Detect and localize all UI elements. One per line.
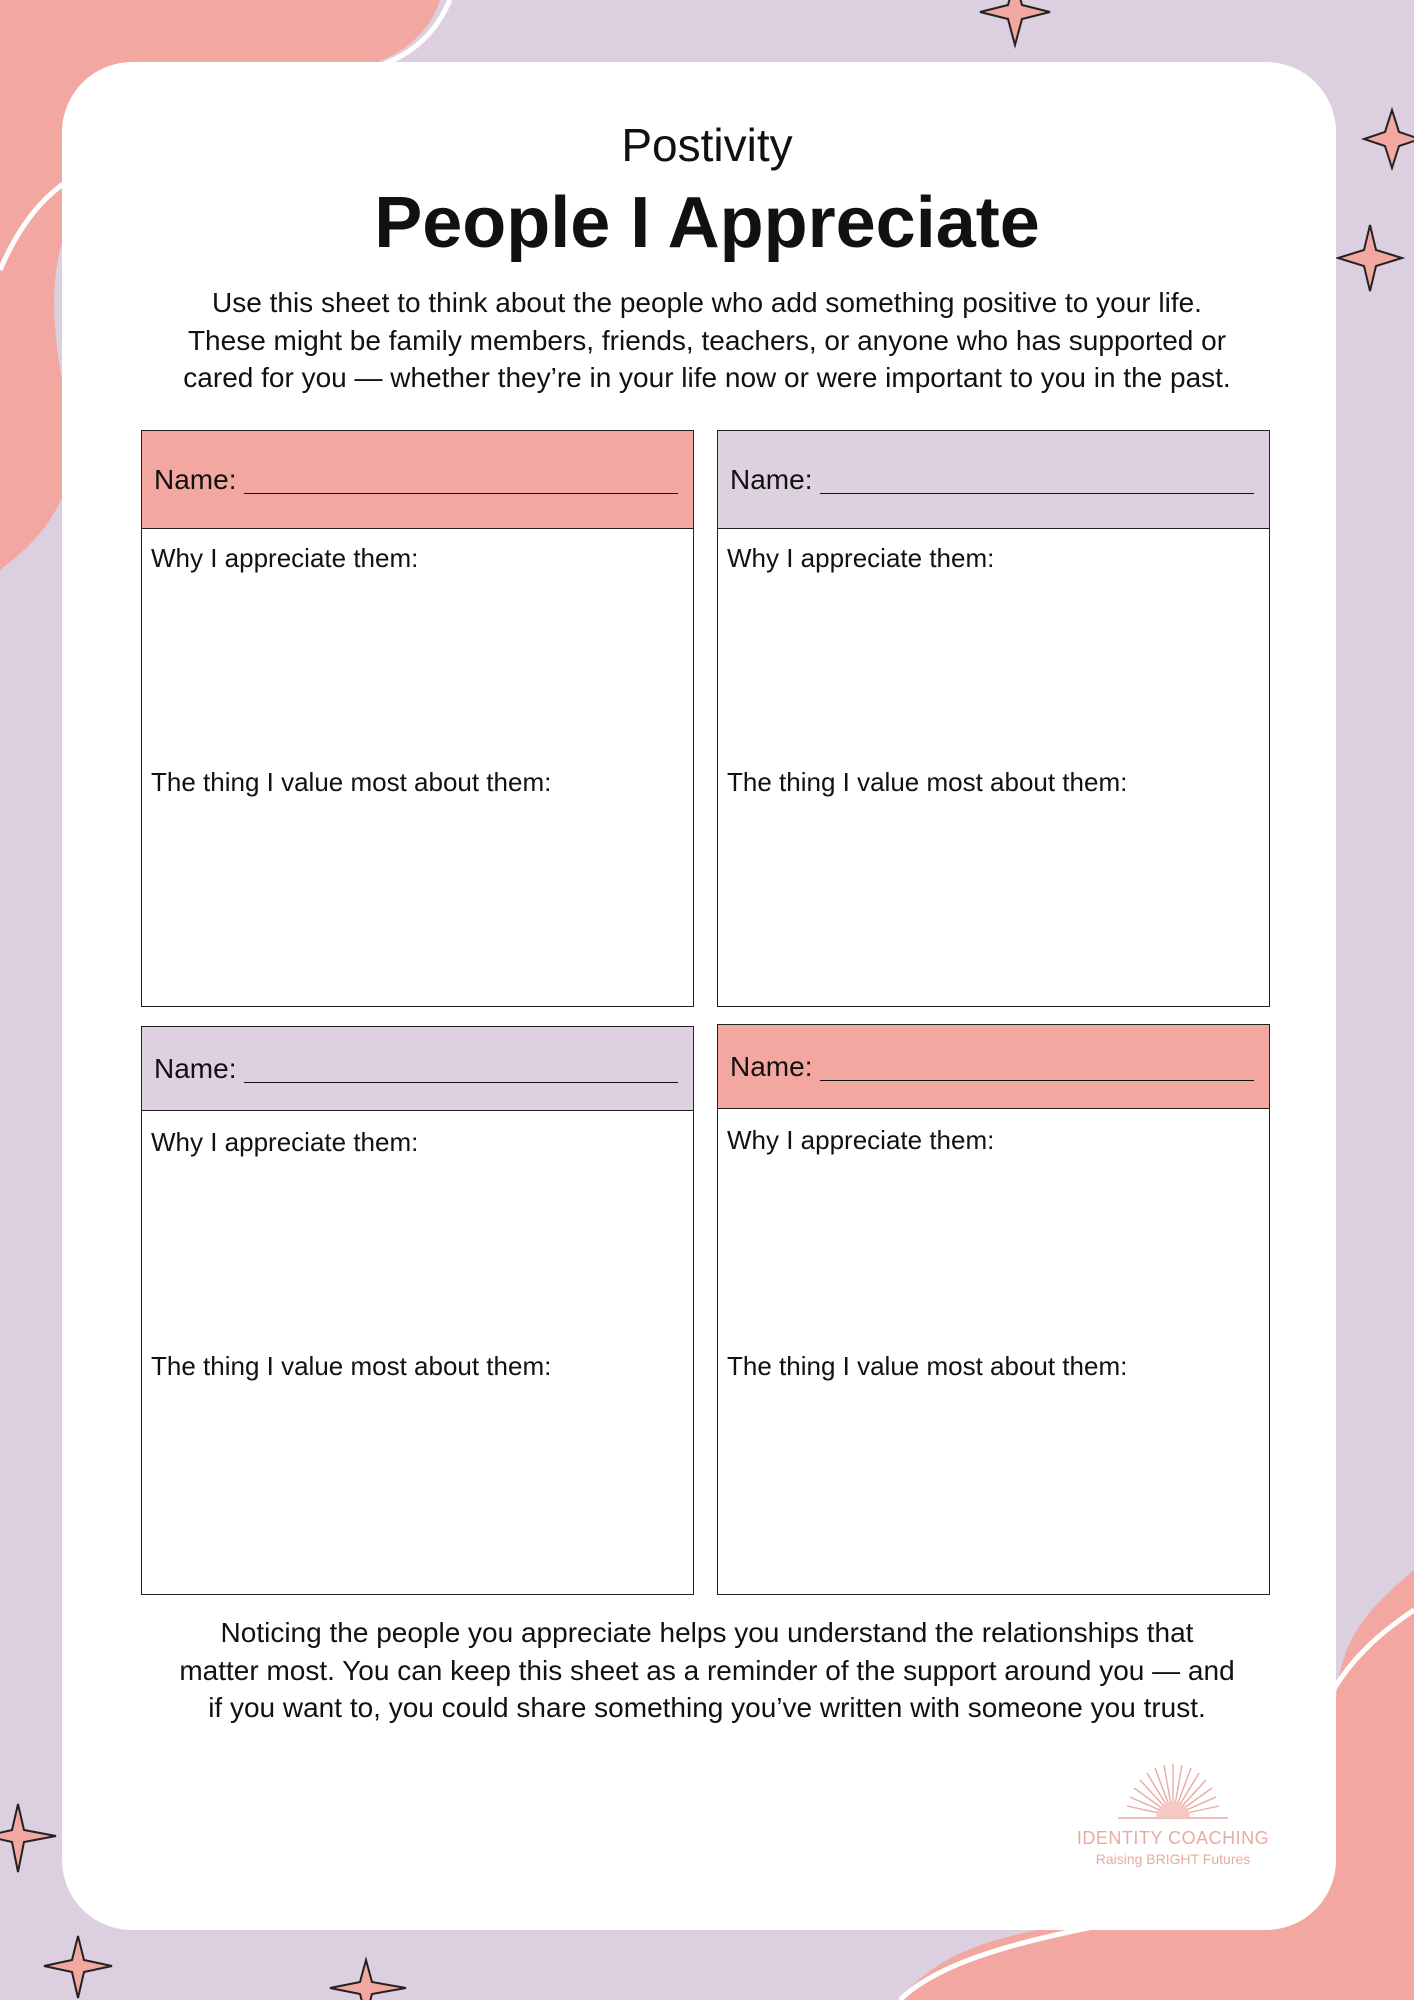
name-field-row xyxy=(718,1025,1269,1109)
intro-line: cared for you — whether they’re in your life now or were important to you in the past. xyxy=(183,362,1231,393)
name-field-row xyxy=(142,1027,693,1111)
closing-paragraph xyxy=(130,1614,1284,1727)
sunburst-logo-icon xyxy=(1068,1760,1278,1822)
name-label: Name: xyxy=(154,1052,237,1084)
why-appreciate-label: Why I appreciate them: xyxy=(727,1125,995,1155)
name-field-row xyxy=(718,431,1269,529)
name-write-line[interactable] xyxy=(244,1062,678,1083)
sparkle-icon xyxy=(980,0,1050,45)
person-box-1 xyxy=(141,430,694,1007)
person-box-4 xyxy=(717,1024,1270,1595)
intro-line: These might be family members, friends, teachers, or anyone who has supported or xyxy=(187,324,1227,356)
value-most-label: The thing I value most about them: xyxy=(727,1351,1128,1381)
name-write-line[interactable] xyxy=(820,473,1254,494)
brand-logo xyxy=(1068,1760,1278,1870)
sparkle-icon xyxy=(0,1804,56,1872)
why-appreciate-label: Why I appreciate them: xyxy=(151,543,419,573)
why-appreciate-label: Why I appreciate them: xyxy=(727,543,995,573)
logo-brand-name: IDENTITY COACHING xyxy=(1076,1828,1270,1848)
value-most-label: The thing I value most about them: xyxy=(151,767,552,797)
outro-line: if you want to, you could share something you’ve written with someone you trust. xyxy=(208,1692,1206,1723)
outro-line: matter most. You can keep this sheet as a reminder of the support around you — and xyxy=(179,1654,1235,1686)
value-most-label: The thing I value most about them: xyxy=(727,767,1128,797)
person-box-3 xyxy=(141,1026,694,1595)
name-write-line[interactable] xyxy=(244,473,678,494)
name-label: Name: xyxy=(730,463,813,495)
sparkle-icon xyxy=(330,1960,406,2000)
sparkle-icon xyxy=(44,1936,112,1998)
sparkle-icon xyxy=(1364,110,1414,168)
page-subtitle: Postivity xyxy=(621,119,793,171)
person-box-2 xyxy=(717,430,1270,1007)
name-write-line[interactable] xyxy=(820,1060,1254,1081)
logo-tagline: Raising BRIGHT Futures xyxy=(1095,1851,1251,1867)
name-label: Name: xyxy=(730,1050,813,1082)
why-appreciate-label: Why I appreciate them: xyxy=(151,1127,419,1157)
page-title: People I Appreciate xyxy=(374,183,1040,263)
name-field-row xyxy=(142,431,693,529)
intro-line: Use this sheet to think about the people who add something positive to your life. xyxy=(212,287,1202,318)
name-label: Name: xyxy=(154,463,237,495)
intro-paragraph xyxy=(130,284,1284,397)
value-most-label: The thing I value most about them: xyxy=(151,1351,552,1381)
outro-line: Noticing the people you appreciate helps you understand the relationships that xyxy=(220,1617,1194,1648)
